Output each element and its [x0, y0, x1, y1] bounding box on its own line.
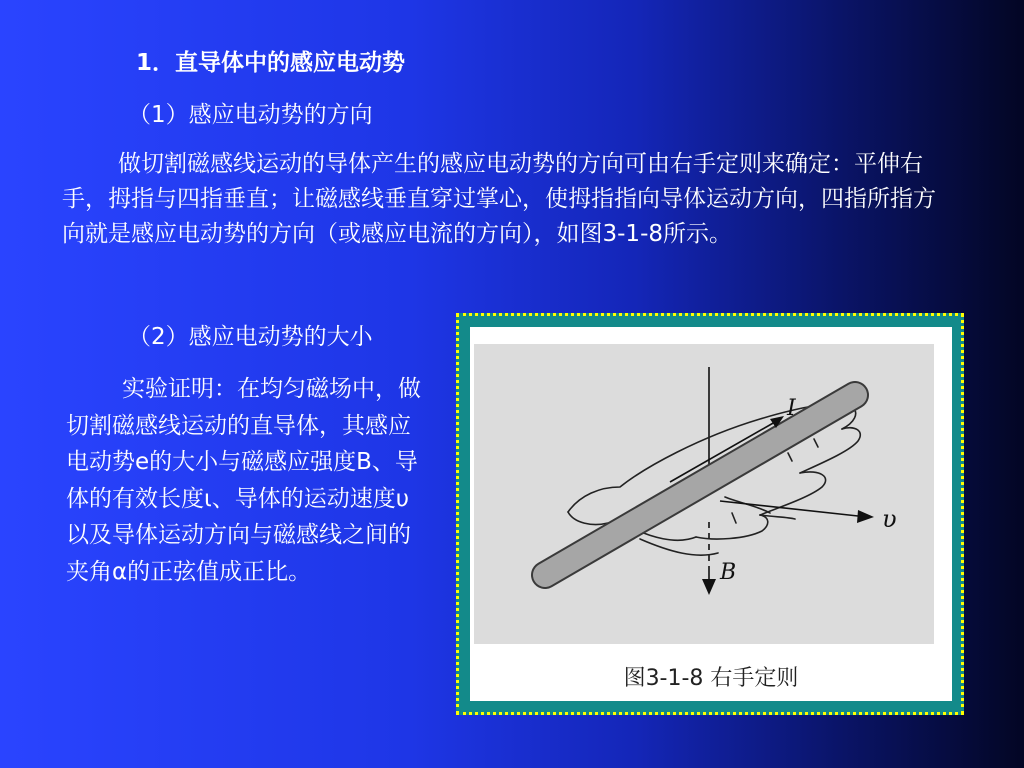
right-hand-rule-illustration [470, 327, 952, 701]
section-1-title: （1）感应电动势的方向 [128, 102, 373, 128]
section-2-body: 实验证明：在均匀磁场中，做切割磁感线运动的直导体，其感应电动势e的大小与磁感应强度B、导体的有效长度ι、导体的运动速度υ以及导体运动方向与磁感线之间的夹角α的正弦值成正比。 [66, 376, 421, 585]
velocity-label: υ [882, 505, 897, 533]
section-2-title: （2）感应电动势的大小 [128, 324, 373, 350]
figure-caption: 图3-1-8 右手定则 [623, 666, 799, 691]
figure-card [470, 327, 952, 701]
current-label: I [787, 396, 796, 421]
field-label: B [720, 560, 737, 585]
section-1-body: 做切割磁感线运动的导体产生的感应电动势的方向可由右手定则来确定：平伸右手，拇指与四指垂直；让磁感线垂直穿过掌心，使拇指指向导体运动方向，四指所指方向就是感应电动势的方向（或感应电流的方向），如图3-1-8所示。 [62, 151, 936, 247]
heading: 1．直导体中的感应电动势 [136, 50, 406, 76]
